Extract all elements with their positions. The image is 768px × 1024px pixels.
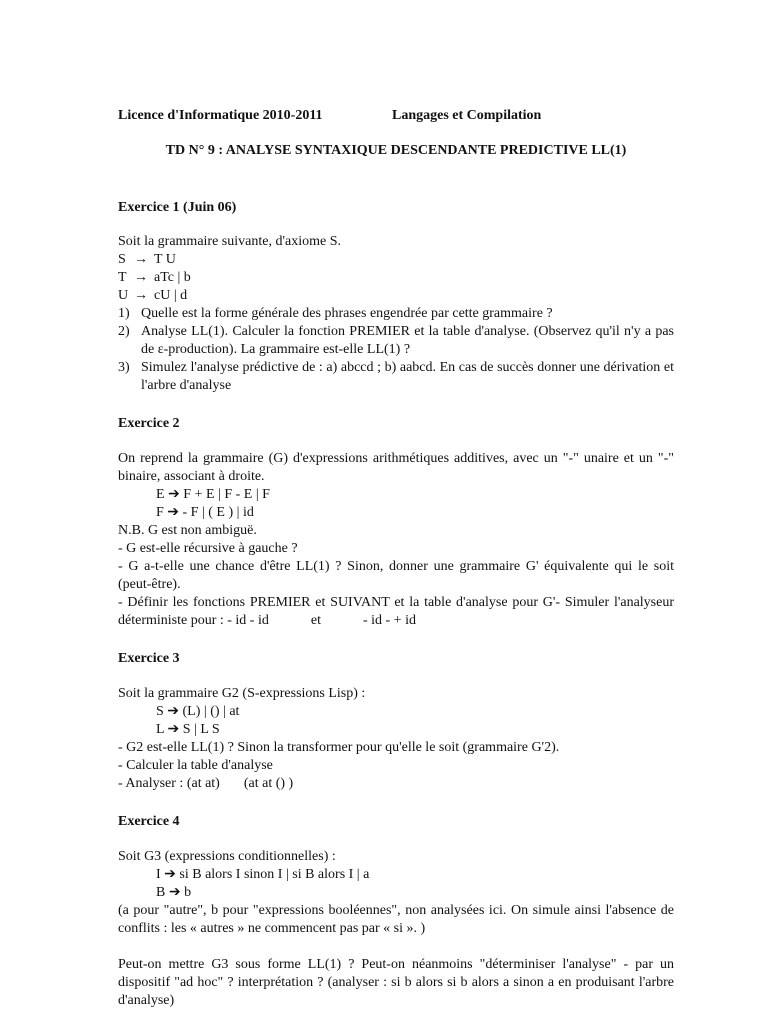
- exercise-3: [118, 651, 674, 793]
- exercise-4: [118, 814, 674, 1010]
- grammar-rule: [118, 287, 674, 305]
- exercise-4-intro: Soit G3 (expressions conditionnelles) :: [118, 849, 336, 864]
- document-page: [118, 108, 674, 1010]
- exercise-2-q3: [118, 594, 674, 630]
- list-number: 1): [118, 306, 130, 321]
- exercise-3-q3a: - Analyser : (at at): [118, 776, 220, 791]
- exercise-4-question: Peut-on mettre G3 sous forme LL(1) ? Peut-on néanmoins "déterminiser l'analyse" - par un dispositif "ad hoc" ? interprétation ? (analyser : si b alors si b alors a sinon a en produisant l'arbre d'analyse): [118, 957, 674, 1008]
- exercise-1: [118, 200, 674, 395]
- exercise-2: [118, 416, 674, 630]
- exercise-2-q2: - G a-t-elle une chance d'être LL(1) ? Sinon, donner une grammaire G' équivalente qui le soit (peut-être).: [118, 559, 674, 592]
- exercise-2-title: Exercice 2: [118, 416, 180, 431]
- exercise-2-q3-end: - id - + id: [362, 613, 416, 628]
- exercise-4-title: Exercice 4: [118, 814, 180, 829]
- list-number: 2): [118, 324, 130, 339]
- exercise-2-intro: On reprend la grammaire (G) d'expressions arithmétiques additives, avec un "-" unaire et un "-" binaire, associant à droite.: [118, 451, 674, 484]
- exercise-2-q3-text: - Définir les fonctions PREMIER et SUIVANT et la table d'analyse pour G'- Simuler l'analyseur déterministe pour : - id - id: [118, 595, 674, 628]
- exercise-2-note: N.B. G est non ambiguë.: [118, 523, 257, 538]
- list-text: Analyse LL(1). Calculer la fonction PREMIER et la table d'analyse. (Observez qu'il n'y a pas de ε-production). La grammaire est-elle LL(1) ?: [141, 324, 674, 357]
- grammar-rule: E ➔ F + E | F - E | F: [156, 487, 270, 502]
- document-title: TD N° 9 : ANALYSE SYNTAXIQUE DESCENDANTE PREDICTIVE LL(1): [165, 143, 627, 158]
- exercise-4-note: (a pour "autre", b pour "expressions booléennes", non analysées ici. On simule ainsi l'absence de conflits : les « autres » ne commencent pas par « si ». ): [118, 903, 674, 936]
- grammar-rule: F ➔ - F | ( E ) | id: [156, 505, 254, 520]
- list-text: Quelle est la forme générale des phrases engendrée par cette grammaire ?: [141, 306, 553, 321]
- list-item: [118, 359, 674, 395]
- exercise-3-q1: - G2 est-elle LL(1) ? Sinon la transformer pour qu'elle le soit (grammaire G'2).: [118, 740, 560, 755]
- arrow-icon: →: [134, 270, 148, 285]
- arrow-icon: →: [134, 252, 148, 267]
- exercise-3-intro: Soit la grammaire G2 (S-expressions Lisp) :: [118, 686, 366, 701]
- rule-lhs: S: [118, 252, 126, 267]
- exercise-1-title: Exercice 1 (Juin 06): [118, 200, 237, 215]
- rule-rhs: cU | d: [154, 288, 188, 303]
- exercise-1-intro: Soit la grammaire suivante, d'axiome S.: [118, 234, 341, 249]
- grammar-rule: I ➔ si B alors I sinon I | si B alors I | a: [156, 867, 370, 882]
- rule-rhs: T U: [154, 252, 176, 267]
- list-text: Simulez l'analyse prédictive de : a) abccd ; b) aabcd. En cas de succès donner une dérivation et l'arbre d'analyse: [141, 360, 674, 393]
- exercise-3-q3b: (at at () ): [243, 776, 294, 791]
- arrow-icon: →: [134, 288, 148, 303]
- exercise-3-q3: [118, 775, 674, 793]
- list-item: [118, 305, 674, 323]
- header: [118, 108, 674, 126]
- exercise-3-q2: - Calculer la table d'analyse: [118, 758, 273, 773]
- exercise-2-q3-et: et: [310, 613, 321, 628]
- exercise-2-q1: - G est-elle récursive à gauche ?: [118, 541, 298, 556]
- grammar-rule: S ➔ (L) | () | at: [156, 704, 240, 719]
- header-course: Licence d'Informatique 2010-2011: [118, 108, 323, 123]
- rule-lhs: T: [118, 270, 127, 285]
- list-item: [118, 323, 674, 359]
- grammar-rule: [118, 269, 674, 287]
- grammar-rule: [118, 251, 674, 269]
- list-number: 3): [118, 360, 130, 375]
- header-subject: Langages et Compilation: [392, 108, 542, 123]
- grammar-rule: L ➔ S | L S: [156, 722, 220, 737]
- exercise-3-title: Exercice 3: [118, 651, 180, 666]
- exercise-1-questions: [118, 305, 674, 395]
- rule-lhs: U: [118, 288, 129, 303]
- grammar-rule: B ➔ b: [156, 885, 192, 900]
- rule-rhs: aTc | b: [154, 270, 191, 285]
